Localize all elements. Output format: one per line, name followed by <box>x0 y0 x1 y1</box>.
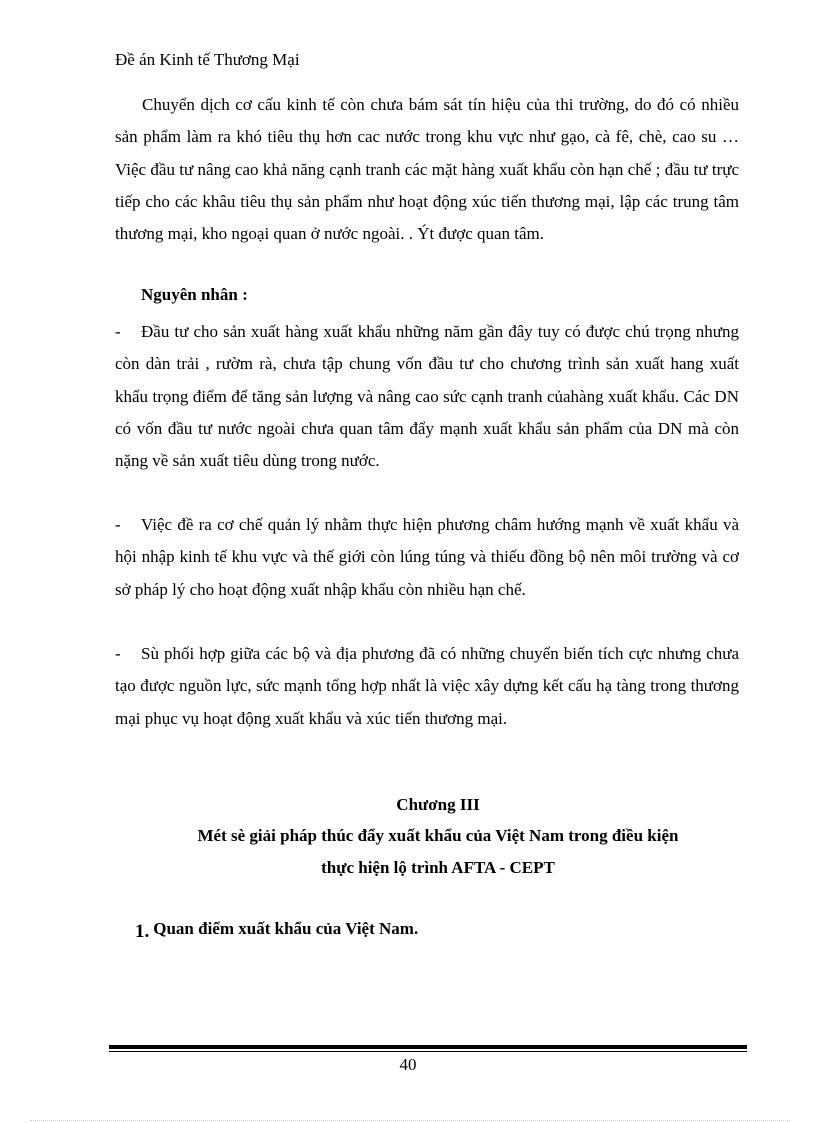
bullet-text: Việc đề ra cơ chế quản lý nhằm thực hiện phương châm hướng mạnh về xuất khẩu và hội nhập kinh tế khu vực và thế giới còn lúng túng và thiếu đồng bộ nên môi trường và cơ sở pháp lý cho hoạt động xuất nhập khẩu còn nhiều hạn chế. <box>115 515 739 599</box>
page-number: 40 <box>399 1055 417 1074</box>
bullet-dash: - <box>115 515 121 534</box>
bullet-text: Đầu tư cho sản xuất hàng xuất khẩu những năm gần đây tuy có được chú trọng nhưng còn dàn trải , rườm rà, chưa tập chung vốn đầu tư cho chương trình sản xuất hang xuất khẩu trọng điểm để tăng sản lượng và nâng cao sức cạnh tranh củahàng xuất khẩu. Các DN có vốn đầu tư nước ngoài chưa quan tâm đẩy mạnh xuất khẩu sản phẩm của DN mà còn nặng về sản xuất tiêu dùng trong nước. <box>115 322 739 471</box>
bullet-text: Sù phối hợp giữa các bộ và địa phương đã có những chuyển biến tích cực nhưng chưa tạo được nguồn lực, sức mạnh tổng hợp nhất là việc xây dựng kết cấu hạ tàng trong thương mại phục vụ hoạt động xuất khẩu và xúc tiến thương mại. <box>115 644 739 728</box>
bullet-item-mechanism <box>115 509 739 606</box>
running-header: Đề án Kinh tế Thương Mại <box>115 50 300 69</box>
section-heading <box>135 918 418 940</box>
footer-rule-thin <box>109 1051 747 1052</box>
page-edge-divider <box>30 1120 790 1121</box>
footer-rule-thick <box>109 1045 747 1049</box>
cause-heading: Nguyên nhân : <box>141 285 248 304</box>
bullet-dash: - <box>115 322 121 341</box>
chapter-title-line-2: thực hiện lộ trình AFTA - CEPT <box>321 858 555 877</box>
section-title: Quan điểm xuất khẩu của Việt Nam. <box>153 919 419 938</box>
bullet-item-coordination <box>115 638 739 735</box>
section-number: 1. <box>135 921 150 942</box>
chapter-label: Chương III <box>396 795 480 814</box>
bullet-dash: - <box>115 644 121 663</box>
chapter-title-line-1: Mét sè giải pháp thúc đẩy xuất khẩu của Việt Nam trong điều kiện <box>197 826 679 845</box>
paragraph-market-shift: Chuyển dịch cơ cấu kinh tế còn chưa bám sát tín hiệu của thi trường, do đó có nhiều sản phẩm làm ra khó tiêu thụ hơn cac nước trong khu vực như gạo, cà fê, chè, cao su …Việc đầu tư nâng cao khả năng cạnh tranh các mặt hàng xuất khẩu còn hạn chế ; đầu tư trực tiếp cho các khâu tiêu thụ sản phẩm như hoạt động xúc tiến thương mại, lập các trung tâm thương mại, kho ngoại quan ở nước ngoài. . Ýt được quan tâm. <box>115 95 739 244</box>
bullet-item-investment <box>115 316 739 477</box>
